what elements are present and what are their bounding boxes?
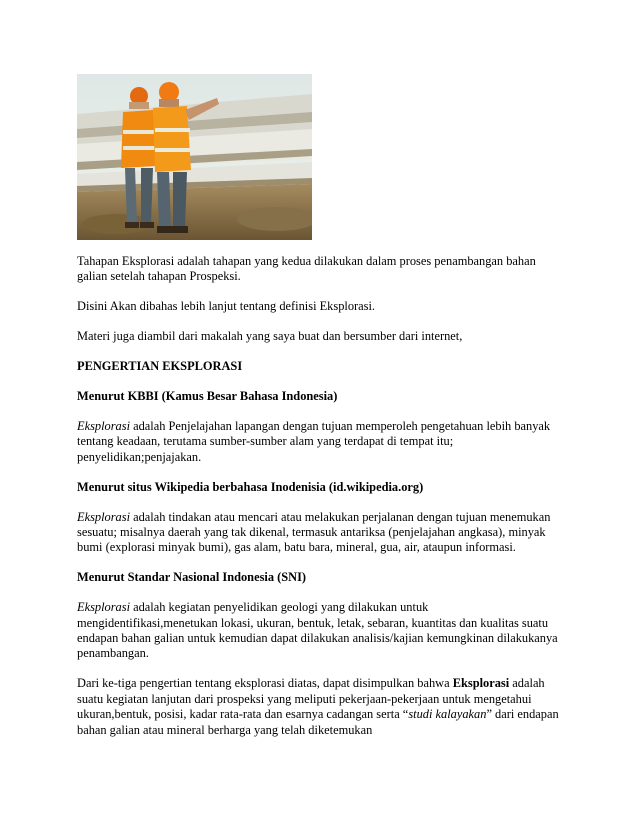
conclusion-part-3: ” dari endapan bahan galian atau mineral berharga yang telah diketemukan [77,707,559,737]
kbbi-definition-text: adalah Penjelajahan lapangan dengan tujuan memperoleh pengetahuan lebih banyak tentang keadaan, terutama sumber-sumber alam yang terdapat di tempat itu; penyelidikan;penjajakan. [77,418,551,464]
wiki-term: Eksplorasi [77,509,131,524]
mining-site-photo [77,74,312,240]
intro-paragraph-3: Materi juga diambil dari makalah yang saya buat dan bersumber dari internet, [77,329,463,344]
conclusion-part-2: adalah suatu kegiatan lanjutan dari prospeksi yang meliputi pekerjaan-pekerjaan untuk mengetahui ukuran,bentuk, posisi, kadar rata-rata dan esarnya cadangan serta “ [77,676,545,722]
sni-term: Eksplorasi [77,600,131,615]
conclusion-paragraph [77,676,567,738]
wiki-definition-text: adalah tindakan atau mencari atau melakukan perjalanan dengan tujuan menemukan sesuatu; misalnya daerah yang tak dikenal, termasuk antariksa (penjelajahan angkasa), minyak bumi (explorasi minyak bumi), gas alam, batu bara, mineral, gua, air, ataupun informasi. [77,509,551,555]
sni-definition [77,600,567,662]
conclusion-part-1: Dari ke-tiga pengertian tentang eksplorasi diatas, dapat disimpulkan bahwa [77,676,453,691]
wiki-definition [77,510,567,556]
wiki-heading: Menurut situs Wikipedia berbahasa Inodenisia (id.wikipedia.org) [77,479,424,494]
intro-paragraph-1: Tahapan Eksplorasi adalah tahapan yang kedua dilakukan dalam proses penambangan bahan galian setelah tahapan Prospeksi. [77,254,536,284]
sni-definition-text: adalah kegiatan penyelidikan geologi yang dilakukan untuk mengidentifikasi,menetukan lokasi, ukuran, bentuk, letak, sebaran, kuantitas dan kualitas suatu endapan bahan galian untuk kemudian dapat dilakukan analisis/kajian kemungkinan dilakukanya penambangan. [77,600,558,661]
kbbi-definition [77,419,567,465]
main-heading: PENGERTIAN EKSPLORASI [77,359,243,374]
conclusion-italic-term: studi kalayakan [408,707,487,722]
sni-heading: Menurut Standar Nasional Indonesia (SNI) [77,570,307,585]
kbbi-heading: Menurut KBBI (Kamus Besar Bahasa Indonesia) [77,389,338,404]
conclusion-bold-term: Eksplorasi [452,676,510,691]
kbbi-term: Eksplorasi [77,418,131,433]
intro-paragraph-2: Disini Akan dibahas lebih lanjut tentang definisi Eksplorasi. [77,299,376,314]
article-body [77,254,567,752]
